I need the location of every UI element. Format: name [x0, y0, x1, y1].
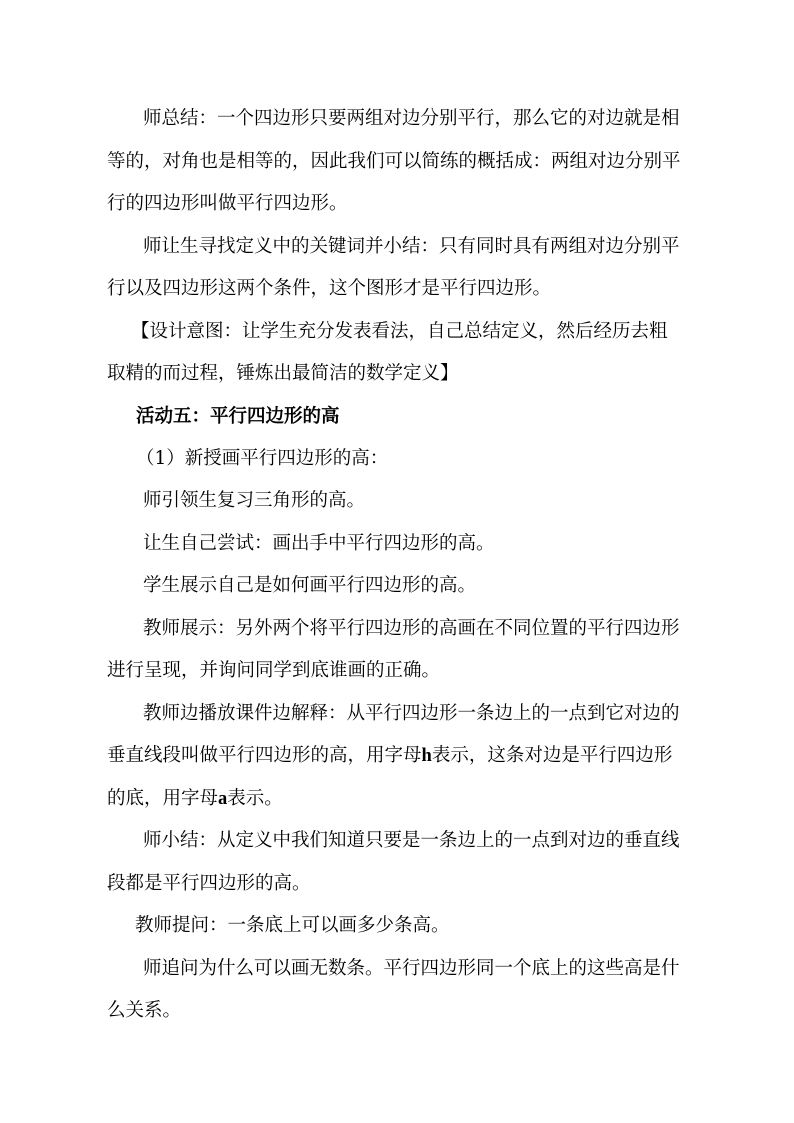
design-intent-line-2: 取精的而过程，锤炼出最简洁的数学定义】	[107, 363, 459, 384]
small-summary-line-2: 段都是平行四边形的高。	[107, 873, 311, 894]
letter-a: a	[218, 789, 228, 809]
summary-line-3: 行的四边形叫做平行四边形。	[107, 193, 348, 214]
summary-line-2: 等的，对角也是相等的，因此我们可以简练的概括成：两组对边分别平	[107, 151, 681, 172]
question-line: 教师提问：一条底上可以画多少条高。	[135, 915, 450, 936]
teacher-show-line-1: 教师展示：另外两个将平行四边形的高画在不同位置的平行四边形	[143, 618, 680, 639]
courseware-line-3	[107, 788, 283, 810]
courseware-line-2	[107, 745, 672, 767]
follow-up-line-2: 么关系。	[107, 1000, 182, 1021]
summary-line-1: 师总结：一个四边形只要两组对边分别平行，那么它的对边就是相	[143, 108, 680, 129]
keywords-line-2: 行以及四边形这两个条件，这个图形才是平行四边形。	[107, 278, 552, 299]
small-summary-line-1: 师小结：从定义中我们知道只要是一条边上的一点到对边的垂直线	[143, 830, 680, 851]
courseware-line-3-part-1: 的底，用字母	[107, 788, 219, 809]
follow-up-line-1: 师追问为什么可以画无数条。平行四边形同一个底上的这些高是什	[143, 958, 680, 979]
review-line: 师引领生复习三角形的高。	[143, 490, 366, 511]
new-lesson-line: （1）新授画平行四边形的高：	[136, 448, 389, 469]
show-line: 学生展示自己是如何画平行四边形的高。	[143, 575, 477, 596]
courseware-line-2-part-1: 垂直线段叫做平行四边形的高，用字母	[107, 745, 422, 766]
keywords-line-1: 师让生寻找定义中的关键词并小结：只有同时具有两组对边分别平	[143, 236, 680, 257]
try-line: 让生自己尝试：画出手中平行四边形的高。	[143, 533, 495, 554]
design-intent-line-1: 【设计意图：让学生充分发表看法，自己总结定义，然后经历去粗	[131, 321, 668, 342]
courseware-line-1: 教师边播放课件边解释：从平行四边形一条边上的一点到它对边的	[143, 703, 680, 724]
courseware-line-3-part-2: 表示。	[227, 788, 283, 809]
activity-heading: 活动五：平行四边形的高	[136, 406, 340, 427]
letter-h: h	[421, 746, 432, 766]
courseware-line-2-part-2: 表示，这条对边是平行四边形	[431, 745, 673, 766]
teacher-show-line-2: 进行呈现，并询问同学到底谁画的正确。	[107, 660, 441, 681]
